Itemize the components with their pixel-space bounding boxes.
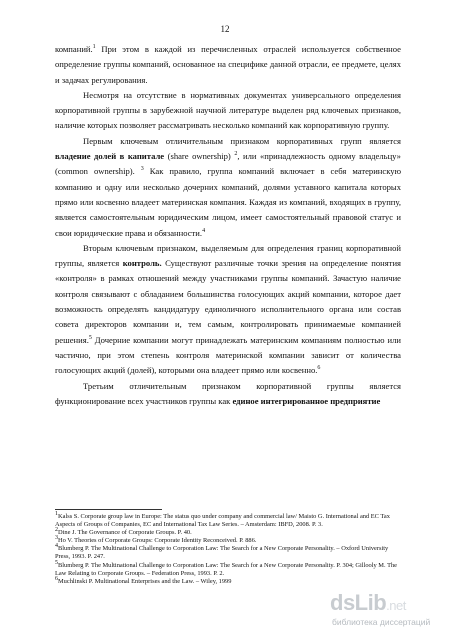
paragraph [55, 134, 401, 241]
text-segment: Дочерние компании могут принадлежать материнским компаниям полностью или частично, при этом степень контроля материнской компании зависит от количества голосующих акций (долей), которыми она владеет прямо или косвенно. [55, 334, 401, 376]
footnote-number: 1 [55, 510, 58, 517]
paragraph [55, 379, 401, 410]
bold-term: контроль. [122, 258, 162, 269]
page-number: 12 [220, 24, 230, 34]
footnote-text: Muchlinski P. Multinational Enterprises and the Law. – Wiley, 1999 [58, 577, 232, 585]
footnote-text: Ho V. Theories of Corporate Groups: Corporate Identity Reconceived. P. 886. [58, 537, 257, 545]
watermark-subtitle: библиотека диссертаций [332, 617, 431, 627]
paragraph [55, 88, 401, 134]
bold-term: единое интегрированное предприятие [232, 395, 381, 406]
footnote-text: Dine J. The Governance of Corporate Groups. P. 40. [58, 529, 192, 537]
footnote-ref[interactable]: 1 [92, 44, 96, 51]
watermark [330, 590, 445, 630]
text-segment: Существуют различные точки зрения на определение понятия «контроля» в рамках отношений между участниками группы компаний. Зачастую наличие контроля связывают с обладанием большинства голосующих акций компании, которое дает возможность определять кандидатуру единоличного исполнительного органа или состав совета директоров компании и, тем самым, контролировать принимаемые компанией решения. [55, 258, 401, 345]
footnote [55, 575, 401, 586]
body-text [55, 42, 401, 409]
paragraph [55, 241, 401, 379]
text-segment: Как правило, группа компаний включает в себя материнскую компанию и одну или несколько дочерних компаний, долями уставного капитала которых прямо или косвенно владеет материнская компания. Каждая из компаний, входящих в группу, является самостоятельным юридическим лицом, имеет самостоятельный правовой статус и свои юридические права и обязанности. [55, 166, 401, 238]
watermark-logo-suffix: .net [386, 598, 406, 613]
text-segment: (share ownership) [164, 151, 235, 162]
footnotes [55, 510, 401, 586]
footnote [55, 510, 401, 529]
footnote-ref[interactable]: 4 [202, 227, 206, 234]
footnote-ref[interactable]: 6 [317, 365, 321, 372]
footnote-divider [55, 509, 162, 510]
text-segment: При этом в каждой из перечисленных отраслей используется собственное определение группы компаний, основанное на специфике данной отрасли, ее предмете, целях и задачах регулирования. [55, 44, 401, 85]
text-segment: Несмотря на отсутствие в нормативных документах универсального определения корпоративной группы в зарубежной научной литературе выделен ряд ключевых признаков, наличие которых позволяет рассматривать несколько компаний как корпоративную группу. [55, 89, 401, 131]
footnote-text: Blumberg P. The Multinational Challenge to Corporation Law: The Search for a New Corporate Personality. – Oxford University Press, 1993. P. 247. [55, 545, 389, 561]
footnote [55, 559, 401, 578]
footnote-ref[interactable]: 5 [88, 334, 92, 341]
text-segment: компаний. [55, 44, 93, 54]
footnote-number: 2 [55, 527, 58, 534]
footnote-text: Kalss S. Corporate group law in Europe: The status quo under company and commercial law/ Maisto G. International and EC Tax Aspects of Groups of Companies, EC and International Tax Law Series. – Amsterdam: IBFD, 2008. P. 3. [55, 513, 390, 529]
text-segment: Первым ключевым отличительным признаком корпоративных групп является [83, 135, 401, 146]
text-segment: , или «принадлежность одному владельцу» (common ownership). [55, 151, 401, 177]
watermark-logo [330, 590, 406, 616]
watermark-logo-text: dsLib [330, 590, 387, 615]
text-segment: Третьим отличительным признаком корпоративной группы является функционирование всех участников группы как [55, 380, 401, 406]
footnote-ref[interactable]: 2 [234, 151, 238, 158]
footnote-text: Blumberg P. The Multinational Challenge to Corporation Law: The Search for a New Corporate Personality. P. 304; Gillooly M. The Law Relating to Corporate Groups. – Federation Press, 1993. P. 2. [55, 561, 398, 577]
footnote-number: 6 [55, 575, 58, 582]
footnote-number: 3 [55, 535, 58, 542]
footnote-number: 5 [55, 559, 58, 566]
footnote-number: 4 [55, 543, 58, 550]
paragraph [55, 42, 401, 88]
footnote [55, 545, 401, 561]
footnote-ref[interactable]: 3 [140, 166, 144, 173]
bold-term: владение долей в капитале [55, 151, 165, 162]
text-segment: Вторым ключевым признаком, выделяемым для определения границ корпоративной группы, является [55, 242, 401, 269]
